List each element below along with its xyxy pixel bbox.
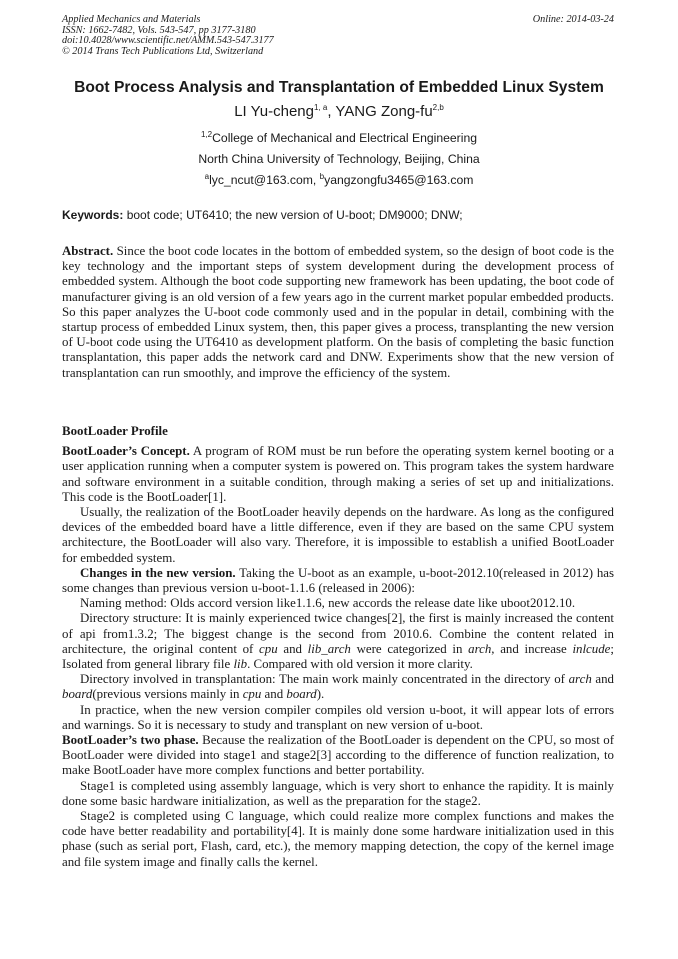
paragraph-directory-involved — [62, 672, 614, 702]
section-heading: BootLoader Profile — [62, 424, 168, 438]
abstract-text: Since the boot code locates in the bottom of embedded system, so the design of boot code is the key technology and the important steps of system development during the development process of embedded system. Although the boot code supporting new framework has been updating, the boot code of manufacturer giving is an old version of a few years ago in the current market popular embedded products. So this paper analyzes the U-boot code commonly used and in the popular in detail, combining with the startup process of embedded Linux system, then, this paper gives a process, transplanting the new version of U-boot code using the UT6410 as development platform. On the basis of completing the basic function transplantation, this paper adds the network card and DNW. Experiments show that the new version of transplantation can run smoothly, and improve the efficiency of the system. — [62, 244, 614, 380]
two-phase-text: Because the realization of the BootLoader is dependent on the CPU, so most of BootLoader were divided into stage1 and stage2[3] according to the difference of function realization, to make BootLoader have more complex functions and better portability. — [62, 733, 614, 778]
author-1: LI Yu-cheng — [234, 103, 314, 120]
concept-text: A program of ROM must be run before the operating system kernel booting or a user application running when a computer system is powered on. This program takes the system hardware and software environment in a suitable condition, through making a series of set up and initializations. This code is the BootLoader[1]. — [62, 444, 614, 504]
affiliation-college: College of Mechanical and Electrical Engineering — [212, 131, 478, 145]
paragraph-concept — [62, 444, 614, 505]
dir-lib: lib — [233, 657, 248, 672]
email-a-sup: a — [204, 171, 210, 181]
inv-cpu: cpu — [242, 687, 262, 702]
affiliation-line-2: North China University of Technology, Beijing, China — [198, 152, 480, 166]
inv-text-2: (previous versions mainly in — [92, 687, 243, 702]
paragraph-two-phase — [62, 733, 614, 779]
email-b: yangzongfu3465@163.com — [324, 173, 474, 187]
paragraph-naming: Naming method: Olds accord version like1.1.6, new accords the release date like uboot2012.10. — [80, 596, 576, 611]
paragraph-practice: In practice, when the new version compiler compiles old version u-boot, it will appear lots of errors and warnings. So it is necessary to study and transplant on new version of u-boot. — [62, 702, 614, 732]
copyright-line: © 2014 Trans Tech Publications Ltd, Switzerland — [62, 45, 264, 57]
email-line — [0, 173, 678, 187]
keywords-label: Keywords: — [62, 208, 124, 222]
keywords-text: boot code; UT6410; the new version of U-boot; DM9000; DNW; — [123, 208, 463, 222]
abstract — [62, 244, 614, 381]
abstract-label: Abstract. — [62, 244, 114, 258]
journal-name: Applied Mechanics and Materials — [62, 14, 201, 25]
paragraph-directory-structure — [62, 611, 614, 672]
inv-arch: arch — [568, 672, 592, 687]
changes-label: Changes in the new version. — [80, 565, 236, 580]
dir-cpu: cpu — [259, 641, 278, 656]
paragraph-changes — [62, 566, 614, 596]
dir-text-4: ; Isolated from general library file — [62, 641, 614, 672]
paper-title: Boot Process Analysis and Transplantation of Embedded Linux System — [74, 79, 604, 96]
dir-lib-arch: lib_arch — [307, 641, 351, 656]
two-phase-label: BootLoader’s two phase. — [62, 733, 199, 748]
keywords — [62, 208, 614, 222]
dir-text-2: were categorized in — [350, 641, 469, 656]
concept-label: BootLoader’s Concept. — [62, 444, 190, 459]
author-1-sup: 1, a — [313, 103, 328, 112]
author-2-sup: 2,b — [432, 103, 444, 112]
inv-and: and — [591, 672, 615, 687]
dir-text-1: Directory structure: It is mainly experienced twice changes[2], the first is mainly increased the content of api from1.3.2; The biggest change is the second from 2010.6. Combine the content related in architecture, the original content of — [62, 611, 614, 656]
affiliation-sup: 1,2 — [200, 129, 213, 139]
email-b-sup: b — [319, 171, 325, 181]
inv-board: board — [62, 687, 93, 702]
email-a: lyc_ncut@163.com, — [209, 173, 320, 187]
changes-text: Taking the U-boot as an example, u-boot-2012.10(released in 2012) has some changes than previous version u-boot-1.1.6 (released in 2006): — [62, 565, 615, 596]
paragraph-usually: Usually, the realization of the BootLoader heavily depends on the hardware. As long as the configured devices of the embedded board have a little difference, even if they are based on the same CPU system architecture, the BootLoader will also vary. Therefore, it is impossible to establish a unified BootLoader for embedded system. — [62, 505, 614, 565]
inv-text-3: ). — [316, 687, 325, 702]
issn-line: ISSN: 1662-7482, Vols. 543-547, pp 3177-3180 — [62, 24, 256, 36]
inv-and-2: and — [261, 687, 287, 702]
dir-and: and — [277, 641, 308, 656]
dir-arch: arch — [468, 641, 492, 656]
inv-board-2: board — [286, 687, 317, 702]
dir-include: inlcude — [572, 641, 611, 656]
doi-line: doi:10.4028/www.scientific.net/AMM.543-547.3177 — [62, 35, 274, 47]
dir-text-3: , and increase — [491, 641, 573, 656]
page-header — [62, 15, 614, 57]
affiliation-line-1 — [0, 131, 678, 145]
dir-text-5: . Compared with old version it more clarity. — [247, 657, 473, 672]
section-bootloader-profile — [62, 424, 614, 870]
author-2: YANG Zong-fu — [335, 103, 433, 120]
author-separator: , — [327, 103, 336, 120]
paragraph-stage2: Stage2 is completed using C language, which could realize more complex functions and makes the code have better readability and portability[4]. It is mainly done some hardware initialization used in this phase (such as serial port, Flash, card, etc.), the memory mapping detection, the copy of the kernel image and file system image and finally calls the kernel. — [62, 809, 614, 869]
paragraph-stage1: Stage1 is completed using assembly language, which is very short to enhance the rapidity. It is mainly done some basic hardware initialization, as well as the preparation for the stage2. — [62, 778, 614, 808]
online-date: Online: 2014-03-24 — [532, 14, 614, 25]
inv-text-1: Directory involved in transplantation: The main work mainly concentrated in the directory of — [80, 672, 569, 687]
author-line — [0, 103, 678, 120]
